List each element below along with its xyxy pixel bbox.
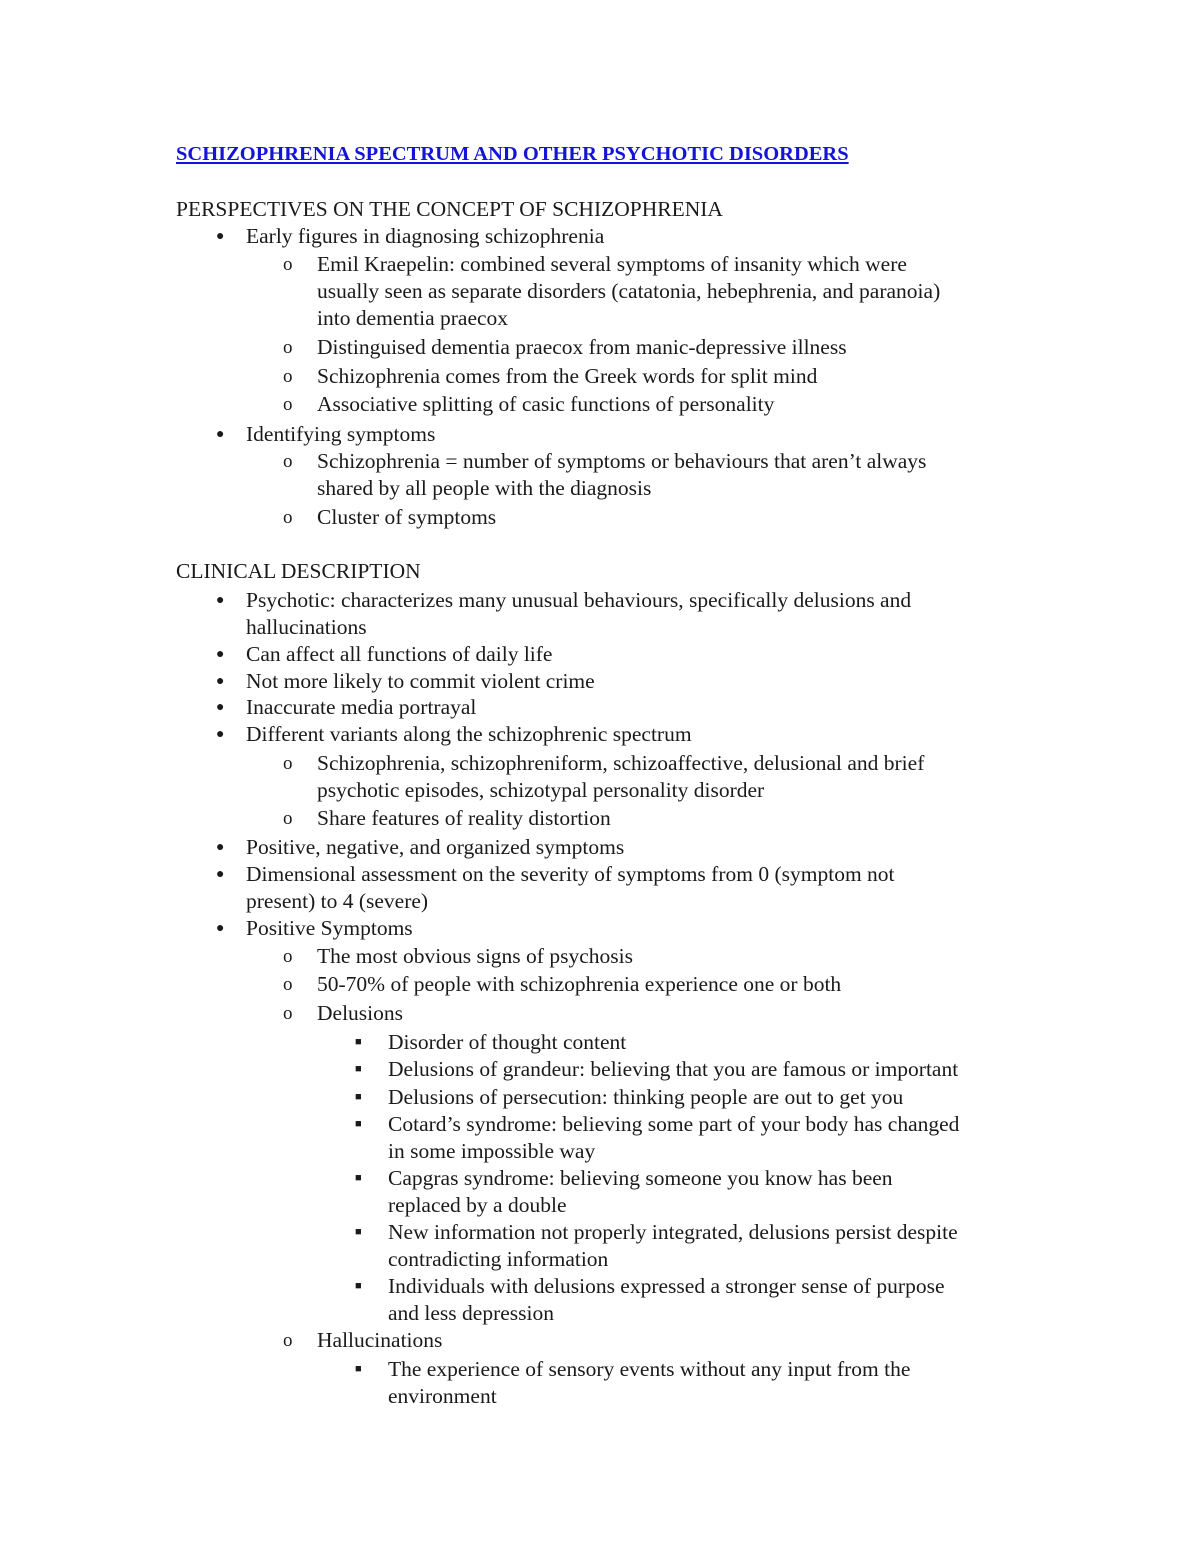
bullet-square-icon: ■	[355, 1036, 362, 1048]
bullet-dot-icon: ●	[216, 700, 225, 715]
bullet-circle-icon: o	[283, 753, 293, 774]
bullet-square-icon: ■	[355, 1280, 362, 1292]
list-item: ● Early figures in diagnosing schizophrenia	[216, 224, 605, 248]
bullet-circle-icon: o	[283, 946, 293, 967]
list-item: ■ New information not properly integrated, delusions persist despite contradicting information	[355, 1220, 958, 1271]
bullet-dot-icon: ●	[216, 727, 225, 742]
bullet-square-icon: ■	[355, 1118, 362, 1130]
list-item: ● Dimensional assessment on the severity of symptoms from 0 (symptom not present) to 4 (severe)	[216, 862, 895, 913]
bullet-dot-icon: ●	[216, 674, 225, 689]
list-item: o The most obvious signs of psychosis	[283, 944, 633, 968]
list-item: ● Can affect all functions of daily life	[216, 642, 553, 666]
bullet-dot-icon: ●	[216, 921, 225, 936]
list-item: o Distinguised dementia praecox from manic-depressive illness	[283, 335, 847, 359]
bullet-square-icon: ■	[355, 1226, 362, 1238]
bullet-dot-icon: ●	[216, 593, 225, 608]
list-item: o Delusions	[283, 1001, 403, 1025]
bullet-dot-icon: ●	[216, 427, 225, 442]
bullet-square-icon: ■	[355, 1091, 362, 1103]
list-item: ■ Cotard’s syndrome: believing some part of your body has changed in some impossible way	[355, 1112, 960, 1163]
bullet-circle-icon: o	[283, 974, 293, 995]
bullet-square-icon: ■	[355, 1172, 362, 1184]
list-item: ● Identifying symptoms	[216, 422, 436, 446]
bullet-dot-icon: ●	[216, 647, 225, 662]
list-item: ■ Delusions of persecution: thinking people are out to get you	[355, 1085, 904, 1109]
list-item: o Schizophrenia, schizophreniform, schizoaffective, delusional and brief psychotic episodes, schizotypal personality disorder	[283, 751, 925, 802]
list-item: ● Different variants along the schizophrenic spectrum	[216, 722, 692, 746]
bullet-circle-icon: o	[283, 1330, 293, 1351]
bullet-circle-icon: o	[283, 808, 293, 829]
list-item: ■ Delusions of grandeur: believing that you are famous or important	[355, 1057, 959, 1081]
list-item: o Cluster of symptoms	[283, 505, 497, 529]
section-heading-clinical-description: CLINICAL DESCRIPTION	[176, 559, 421, 583]
section-heading-perspectives: PERSPECTIVES ON THE CONCEPT OF SCHIZOPHRENIA	[176, 197, 723, 221]
list-item: ■ Disorder of thought content	[355, 1030, 627, 1054]
list-item: ● Positive Symptoms	[216, 916, 413, 940]
bullet-dot-icon: ●	[216, 867, 225, 882]
bullet-dot-icon: ●	[216, 229, 225, 244]
list-item: o Associative splitting of casic functions of personality	[283, 392, 775, 416]
bullet-dot-icon: ●	[216, 840, 225, 855]
list-item: ■ Individuals with delusions expressed a stronger sense of purpose and less depression	[355, 1274, 945, 1325]
bullet-circle-icon: o	[283, 1003, 293, 1024]
bullet-circle-icon: o	[283, 507, 293, 528]
bullet-circle-icon: o	[283, 451, 293, 472]
bullet-circle-icon: o	[283, 394, 293, 415]
list-item: ■ Capgras syndrome: believing someone you know has been replaced by a double	[355, 1166, 893, 1217]
bullet-circle-icon: o	[283, 254, 293, 275]
list-item: ● Inaccurate media portrayal	[216, 695, 477, 719]
document-title: SCHIZOPHRENIA SPECTRUM AND OTHER PSYCHOTIC DISORDERS	[176, 143, 849, 165]
list-item: o 50-70% of people with schizophrenia experience one or both	[283, 972, 842, 996]
bullet-circle-icon: o	[283, 337, 293, 358]
bullet-square-icon: ■	[355, 1363, 362, 1375]
list-item: ■ The experience of sensory events without any input from the environment	[355, 1357, 911, 1408]
list-item: o Emil Kraepelin: combined several symptoms of insanity which were usually seen as separate disorders (catatonia, hebephrenia, and paranoia) into dementia praecox	[283, 252, 941, 330]
list-item: ● Positive, negative, and organized symptoms	[216, 835, 625, 859]
list-item: o Share features of reality distortion	[283, 806, 611, 830]
list-item: ● Psychotic: characterizes many unusual behaviours, specifically delusions and hallucinations	[216, 588, 912, 639]
bullet-circle-icon: o	[283, 366, 293, 387]
bullet-square-icon: ■	[355, 1063, 362, 1075]
list-item: ● Not more likely to commit violent crime	[216, 669, 595, 693]
list-item: o Schizophrenia comes from the Greek words for split mind	[283, 364, 818, 388]
list-item: o Schizophrenia = number of symptoms or behaviours that aren’t always shared by all people with the diagnosis	[283, 449, 927, 500]
list-item: o Hallucinations	[283, 1328, 443, 1352]
